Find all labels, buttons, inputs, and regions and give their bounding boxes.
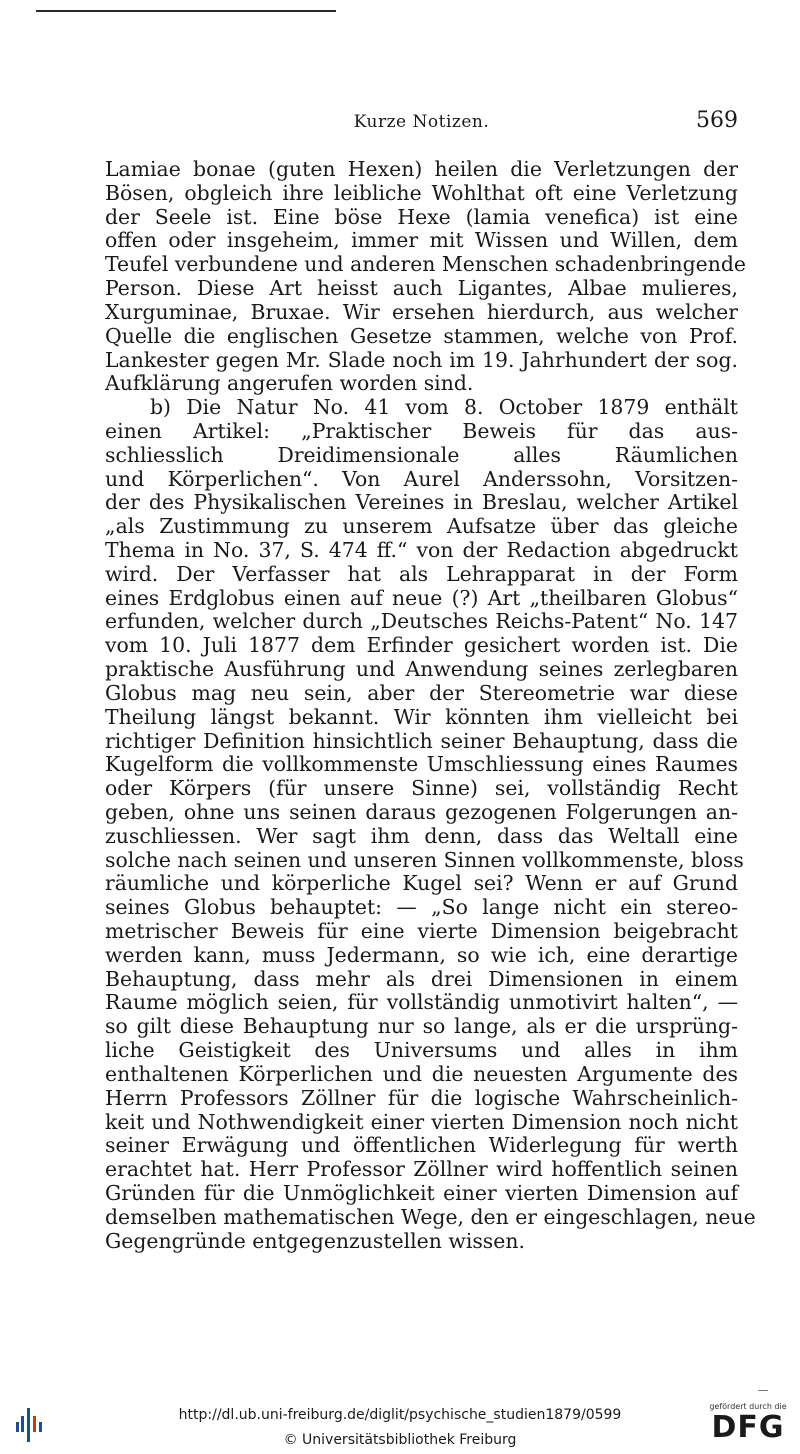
text-line: Behauptung, dass mehr als drei Dimensionen in einem [105, 966, 738, 991]
text-line: schliesslich Dreidimensionale alles Räumlichen [105, 442, 738, 467]
text-line: Teufel verbundene und anderen Menschen schadenbringende [105, 252, 746, 277]
text-line: Aufklärung angerufen worden sind. [105, 371, 474, 396]
text-line: Quelle die englischen Gesetze stammen, welche von Prof. [105, 323, 738, 348]
text-line: b) Die Natur No. 41 vom 8. October 1879 enthält [150, 395, 738, 420]
text-line: erachtet hat. Herr Professor Zöllner wird hoffentlich seinen [105, 1157, 738, 1182]
text-line: zuschliessen. Wer sagt ihm denn, dass das Weltall eine [105, 823, 738, 848]
text-line: der Seele ist. Eine böse Hexe (lamia venefica) ist eine [105, 204, 738, 229]
text-line: räumliche und körperliche Kugel sei? Wenn er auf Grund [105, 871, 738, 896]
dfg-caption: gefördert durch die [709, 1402, 787, 1411]
text-line: Lankester gegen Mr. Slade noch im 19. Jahrhundert der sog. [105, 347, 738, 372]
text-line: Raume möglich seien, für vollständig unmotivirt halten“, — [105, 990, 738, 1015]
text-line: enthaltenen Körperlichen und die neuesten Argumente des [105, 1061, 738, 1086]
text-line: praktische Ausführung und Anwendung seines zerlegbaren [105, 657, 738, 682]
text-line: Gegengründe entgegenzustellen wissen. [105, 1228, 525, 1253]
text-line: einen Artikel: „Praktischer Beweis für das aus- [105, 418, 738, 443]
text-line: „als Zustimmung zu unserem Aufsatze über das gleiche [105, 514, 738, 539]
text-line: geben, ohne uns seinen daraus gezogenen Folgerungen an- [105, 799, 738, 824]
text-line: offen oder insgeheim, immer mit Wissen und Willen, dem [105, 228, 738, 253]
source-url-link[interactable]: http://dl.ub.uni-freiburg.de/diglit/psychische_studien1879/0599 [178, 1407, 622, 1423]
text-line: Person. Diese Art heisst auch Ligantes, Albae mulieres, [105, 276, 738, 301]
text-line: Herrn Professors Zöllner für die logische Wahrscheinlich- [105, 1085, 738, 1110]
body-text [105, 157, 756, 1253]
text-line: Thema in No. 37, S. 474 ff.“ von der Redaction abgedruckt [105, 538, 738, 562]
text-line: seines Globus behauptet: — „So lange nicht ein stereo- [105, 895, 738, 920]
dfg-funding-logo [706, 1402, 790, 1450]
text-line: metrischer Beweis für eine vierte Dimension beigebracht [105, 919, 738, 943]
footer [0, 1390, 800, 1454]
text-line: Xurguminae, Bruxae. Wir ersehen hierdurch, aus welcher [105, 299, 738, 324]
dfg-logo: DFG [711, 1410, 785, 1445]
page-number: 569 [696, 108, 738, 133]
text-line: Bösen, obgleich ihre leibliche Wohlthat oft eine Verletzung [105, 180, 738, 205]
text-line: so gilt diese Behauptung nur so lange, als er die ursprüng- [105, 1014, 738, 1039]
footer-dot [758, 1390, 768, 1391]
top-rule [36, 10, 336, 12]
text-line: demselben mathematischen Wege, den er eingeschlagen, neue [105, 1204, 756, 1229]
text-line: Lamiae bonae (guten Hexen) heilen die Verletzungen der [105, 157, 738, 181]
text-line: und Körperlichen“. Von Aurel Anderssohn, Vorsitzen- [105, 466, 738, 491]
text-line: eines Erdglobus einen auf neue (?) Art „theilbaren Globus“ [105, 585, 738, 610]
text-line: liche Geistigkeit des Universums und alles in ihm [105, 1038, 738, 1063]
text-line: der des Physikalischen Vereines in Breslau, welcher Artikel [105, 490, 738, 515]
text-line: vom 10. Juli 1877 dem Erfinder gesichert worden ist. Die [105, 633, 738, 658]
text-line: Theilung längst bekannt. Wir könnten ihm vielleicht bei [105, 704, 738, 729]
text-line: solche nach seinen und unseren Sinnen vollkommenste, bloss [105, 847, 744, 872]
text-line: richtiger Definition hinsichtlich seiner Behauptung, dass die [105, 728, 738, 753]
text-line: Globus mag neu sein, aber der Stereometrie war diese [105, 680, 738, 705]
text-line: keit und Nothwendigkeit einer vierten Dimension noch nicht [105, 1109, 738, 1134]
text-line: erfunden, welcher durch „Deutsches Reichs-Patent“ No. 147 [105, 609, 738, 634]
running-head: Kurze Notizen. [353, 112, 490, 132]
text-line: Gründen für die Unmöglichkeit einer vierten Dimension auf [105, 1180, 738, 1205]
text-line: oder Körpers (für unsere Sinne) sei, vollständig Recht [105, 776, 738, 801]
copyright-notice: © Universitätsbibliothek Freiburg [283, 1432, 517, 1448]
text-line: Kugelform die vollkommenste Umschliessung eines Raumes [105, 752, 738, 777]
page-header [105, 108, 738, 138]
text-line: wird. Der Verfasser hat als Lehrapparat in der Form [105, 561, 738, 586]
text-line: seiner Erwägung und öffentlichen Widerlegung für werth [105, 1133, 738, 1158]
text-line: werden kann, muss Jedermann, so wie ich, eine derartige [105, 942, 738, 967]
